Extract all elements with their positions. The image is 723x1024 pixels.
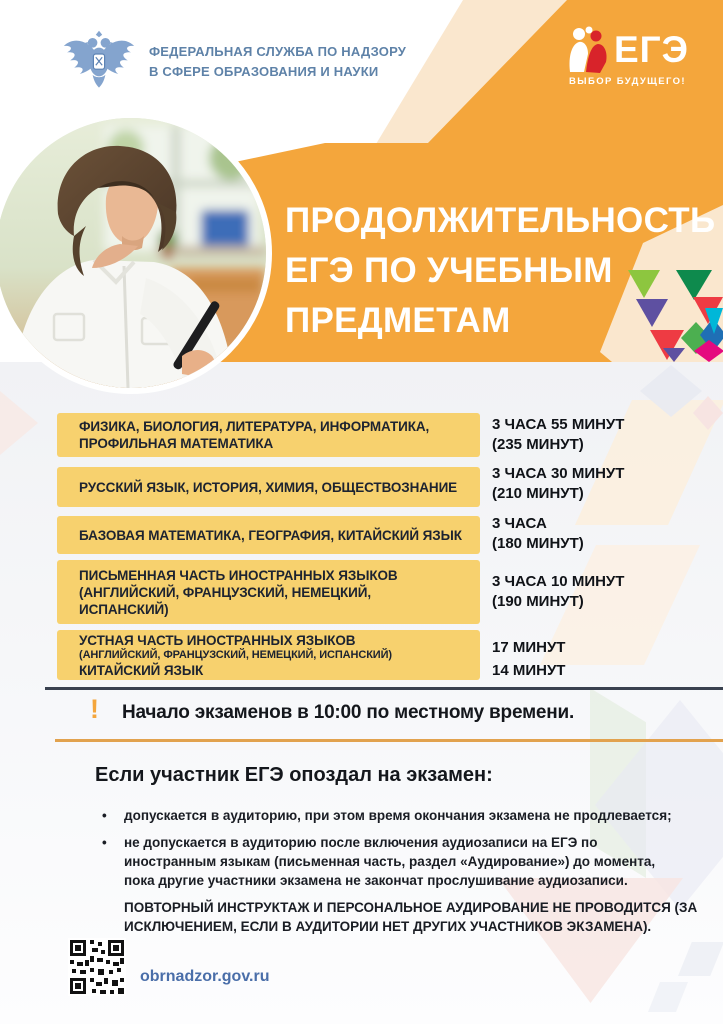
rosobrnadzor-eagle-icon xyxy=(57,30,141,94)
ege-slogan: ВЫБОР БУДУЩЕГО! xyxy=(569,76,686,87)
row4-minutes: (190 МИНУТ) xyxy=(492,593,584,610)
agency-name xyxy=(149,42,406,82)
student-photo-illustration xyxy=(0,118,266,388)
row5-duration1: 17 МИНУТ xyxy=(492,639,566,656)
page-title xyxy=(285,196,715,346)
ege-logo xyxy=(545,26,710,87)
table-row-duration-2 xyxy=(492,464,624,504)
table-row-subjects-4 xyxy=(57,560,480,624)
dark-divider xyxy=(45,687,723,690)
row3-duration: 3 ЧАСА xyxy=(492,515,547,532)
row4-subjects-line3: ИСПАНСКИЙ) xyxy=(79,601,169,617)
row5-subjects-line1: УСТНАЯ ЧАСТЬ ИНОСТРАННЫХ ЯЗЫКОВ xyxy=(79,632,356,648)
row3-subjects-line1: БАЗОВАЯ МАТЕМАТИКА, ГЕОГРАФИЯ, КИТАЙСКИЙ ЯЗЫК xyxy=(79,527,462,543)
exam-start-notice: Начало экзаменов в 10:00 по местному времени. xyxy=(122,702,575,723)
page-title-line2: ЕГЭ ПО УЧЕБНЫМ xyxy=(285,251,613,290)
qr-code[interactable] xyxy=(68,938,126,996)
page-title-line3: ПРЕДМЕТАМ xyxy=(285,301,511,340)
row1-minutes: (235 МИНУТ) xyxy=(492,436,584,453)
exclamation-icon: ! xyxy=(90,694,99,724)
table-row-duration-4 xyxy=(492,572,624,612)
row4-subjects-line1: ПИСЬМЕННАЯ ЧАСТЬ ИНОСТРАННЫХ ЯЗЫКОВ xyxy=(79,567,398,583)
late-section-heading: Если участник ЕГЭ опоздал на экзамен: xyxy=(95,764,493,786)
page-title-line1: ПРОДОЛЖИТЕЛЬНОСТЬ xyxy=(285,201,716,240)
table-row-duration-5a xyxy=(492,638,565,658)
row5-subjects-line2: (АНГЛИЙСКИЙ, ФРАНЦУЗСКИЙ, НЕМЕЦКИЙ, ИСПАНСКИЙ) xyxy=(79,648,392,661)
website-link[interactable]: obrnadzor.gov.ru xyxy=(140,968,270,985)
table-row-subjects-2 xyxy=(57,467,480,507)
table-row-subjects-3 xyxy=(57,516,480,554)
student-photo xyxy=(0,112,272,394)
bullet-dot: • xyxy=(102,808,107,823)
agency-name-line1: ФЕДЕРАЛЬНАЯ СЛУЖБА ПО НАДЗОРУ xyxy=(149,44,407,59)
table-row-duration-5b xyxy=(492,661,565,681)
late-bullet-2-text: не допускается в аудиторию после включения аудиозаписи на ЕГЭ по иностранным языкам (письменная часть, раздел «Аудирование») до момента, пока другие участники экзамена не закончат прослушивание аудиозаписи. xyxy=(124,835,656,888)
row2-minutes: (210 МИНУТ) xyxy=(492,485,584,502)
row5-subjects-line3: КИТАЙСКИЙ ЯЗЫК xyxy=(79,662,204,678)
row1-duration: 3 ЧАСА 55 МИНУТ xyxy=(492,416,625,433)
late-bullet-2 xyxy=(102,833,684,890)
late-bullet-1-text: допускается в аудиторию, при этом время окончания экзамена не продлевается; xyxy=(124,808,672,823)
row4-subjects-line2: (АНГЛИЙСКИЙ, ФРАНЦУЗСКИЙ, НЕМЕЦКИЙ, xyxy=(79,584,371,600)
agency-header xyxy=(57,30,406,94)
table-row-duration-1 xyxy=(492,415,624,455)
row2-duration: 3 ЧАСА 30 МИНУТ xyxy=(492,465,625,482)
table-row-subjects-5 xyxy=(57,630,480,680)
row4-duration: 3 ЧАСА 10 МИНУТ xyxy=(492,573,625,590)
table-row-subjects-1 xyxy=(57,413,480,457)
ege-logo-text: ЕГЭ xyxy=(614,29,689,70)
row2-subjects-line1: РУССКИЙ ЯЗЫК, ИСТОРИЯ, ХИМИЯ, ОБЩЕСТВОЗНАНИЕ xyxy=(79,479,458,495)
ege-people-icon xyxy=(566,26,610,74)
table-row-duration-3 xyxy=(492,514,584,554)
row5-duration2: 14 МИНУТ xyxy=(492,662,566,679)
gold-divider xyxy=(55,739,723,742)
bullet-dot: • xyxy=(102,835,107,850)
row1-subjects-line2: ПРОФИЛЬНАЯ МАТЕМАТИКА xyxy=(79,436,274,451)
row1-subjects-line1: ФИЗИКА, БИОЛОГИЯ, ЛИТЕРАТУРА, ИНФОРМАТИКА, xyxy=(79,419,430,434)
late-section-note: ПОВТОРНЫЙ ИНСТРУКТАЖ И ПЕРСОНАЛЬНОЕ АУДИРОВАНИЕ НЕ ПРОВОДИТСЯ (ЗА ИСКЛЮЧЕНИЕМ, ЕСЛИ В АУДИТОРИИ НЕТ ДРУГИХ УЧАСТНИКОВ ЭКЗАМЕНА). xyxy=(124,900,698,934)
agency-name-line2: В СФЕРЕ ОБРАЗОВАНИЯ И НАУКИ xyxy=(149,64,379,79)
late-bullet-1 xyxy=(102,806,684,825)
row3-minutes: (180 МИНУТ) xyxy=(492,535,584,552)
